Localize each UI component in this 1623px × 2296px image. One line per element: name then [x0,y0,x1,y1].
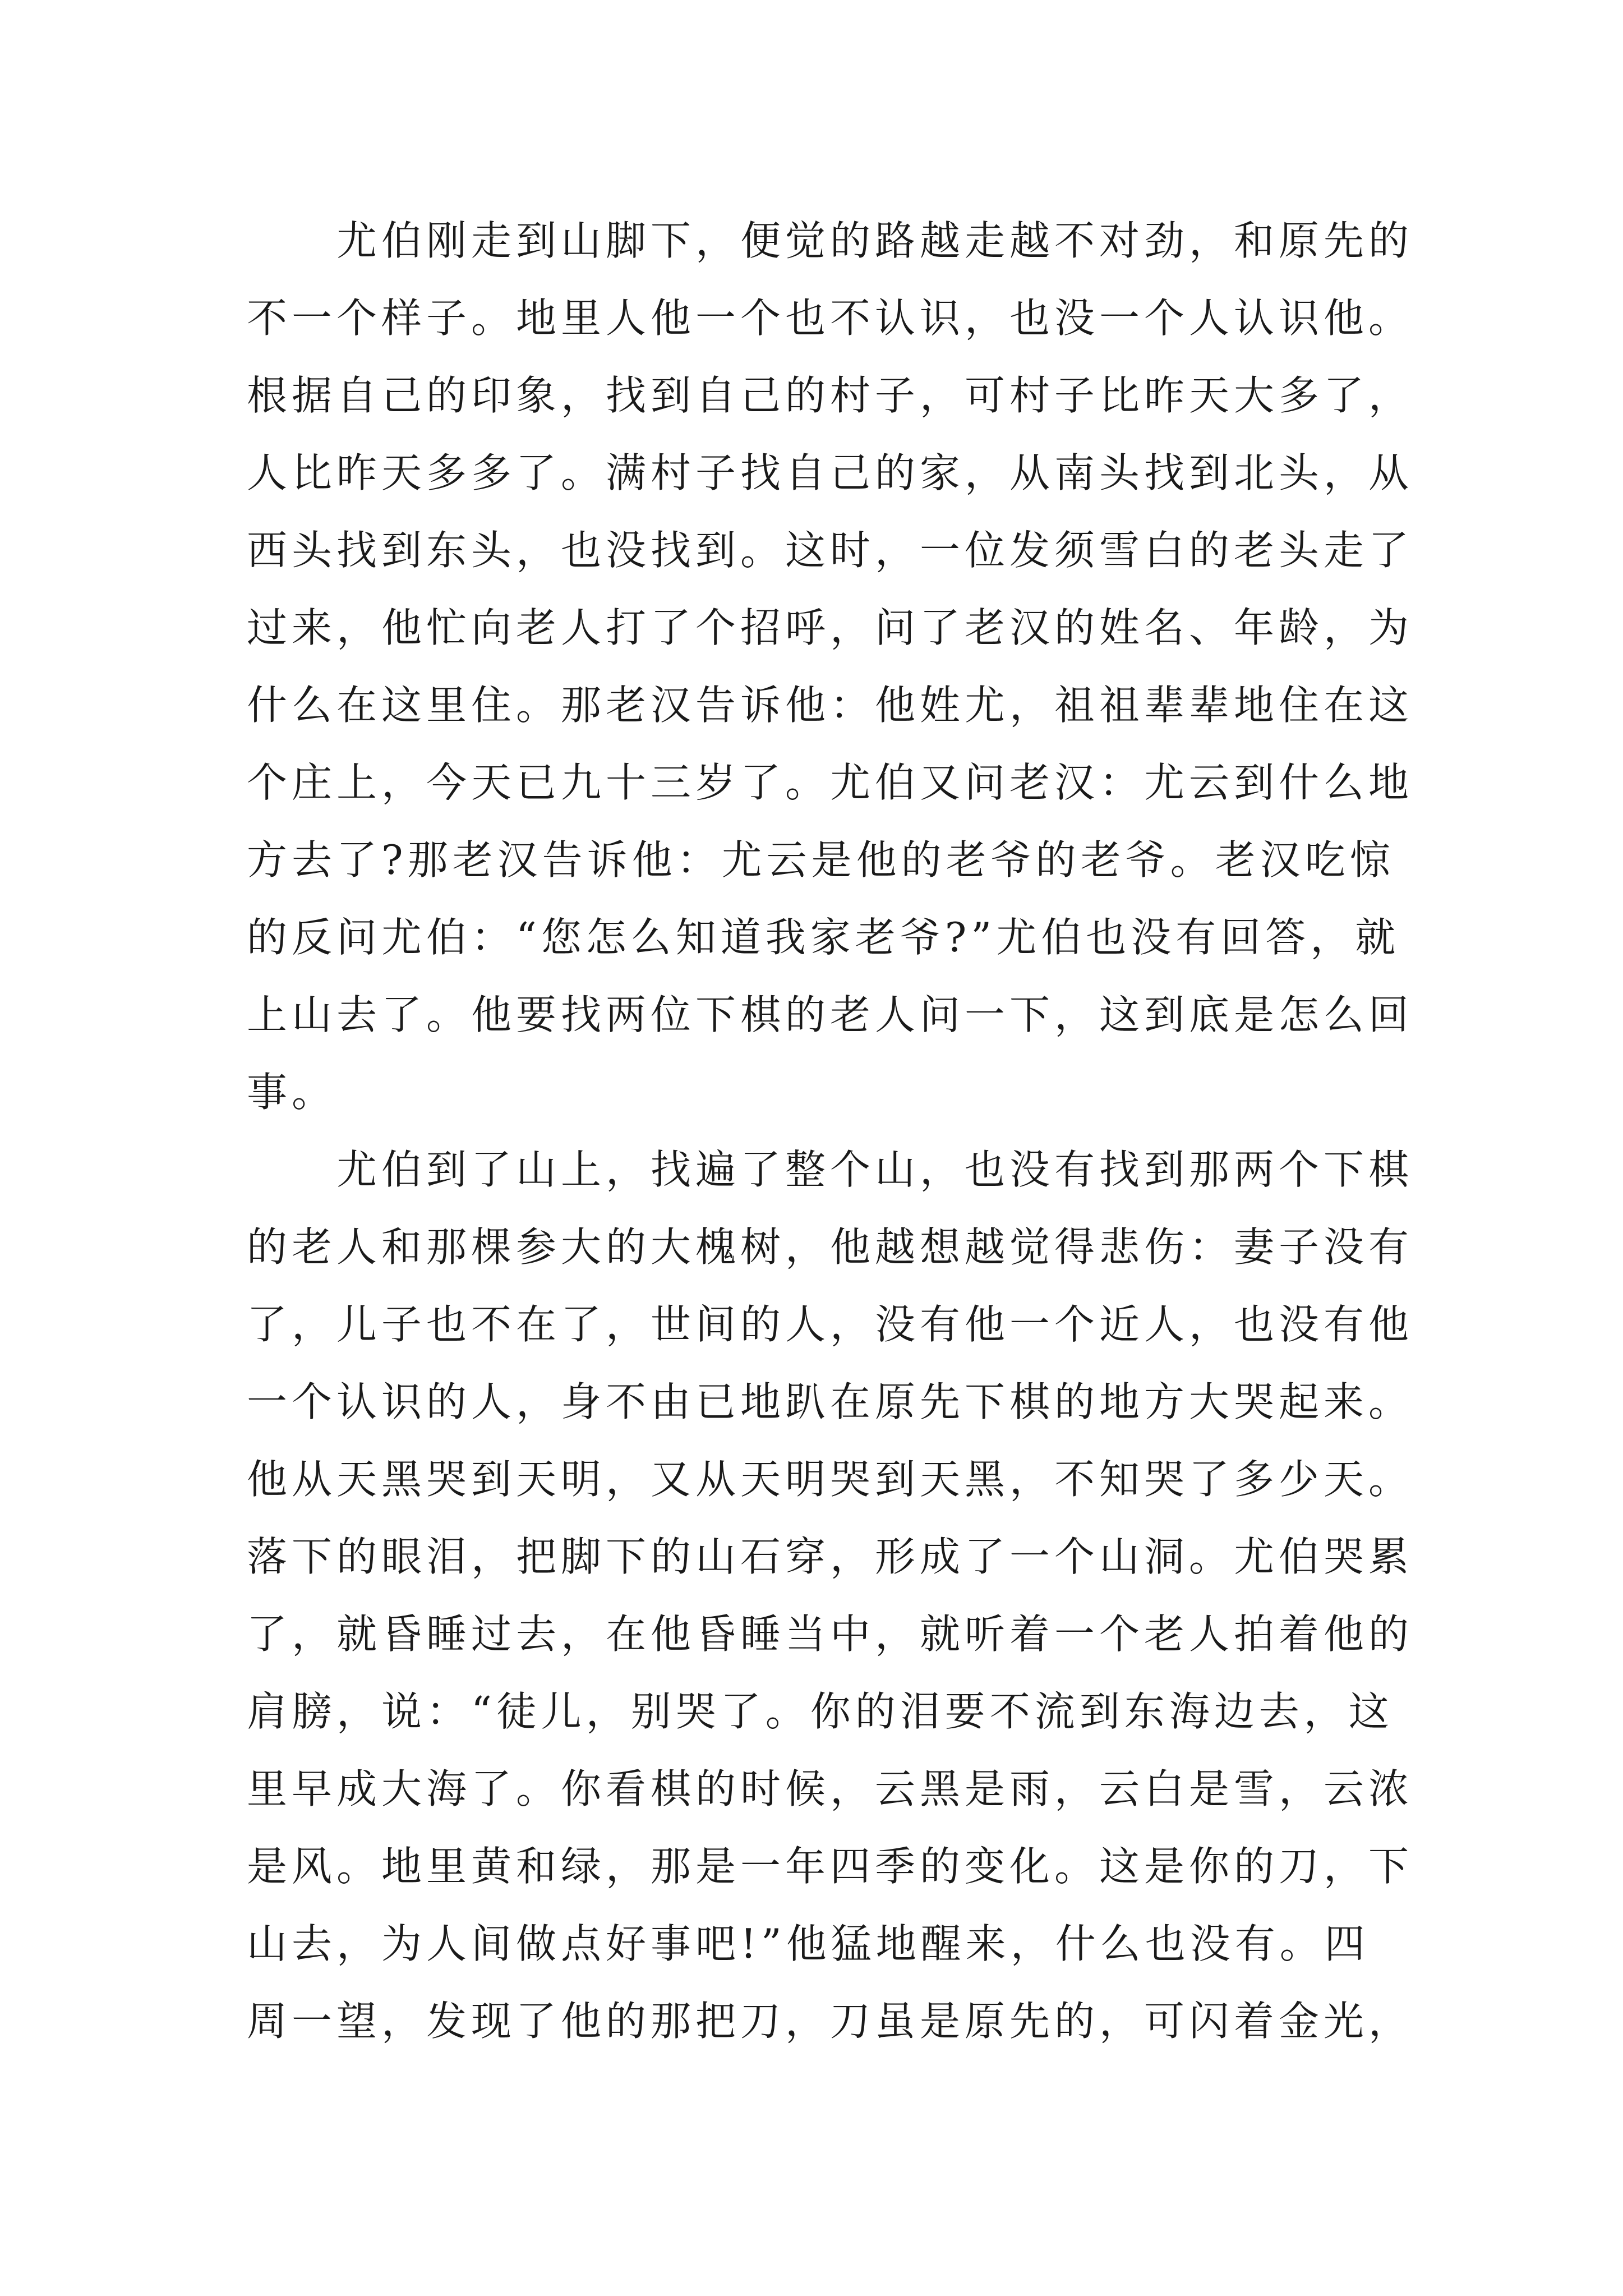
text-line: 什么在这里住。那老汉告诉他：他姓尤，祖祖辈辈地住在这 [247,682,1414,729]
text-line: 里早成大海了。你看棋的时候，云黑是雨，云白是雪，云浓 [247,1765,1414,1812]
text-line: 人比昨天多多了。满村子找自己的家，从南头找到北头，从 [247,449,1414,496]
text-line: 西头找到东头，也没找到。这时，一位发须雪白的老头走了 [247,527,1414,574]
text-line: 一个认识的人，身不由已地趴在原先下棋的地方大哭起来。 [247,1378,1414,1425]
text-line: 方去了?那老汉告诉他：尤云是他的老爷的老爷。老汉吃惊 [247,836,1395,884]
text-line: 的老人和那棵参大的大槐树，他越想越觉得悲伤：妻子没有 [247,1223,1414,1271]
text-line: 山去，为人间做点好事吧!”他猛地醒来，什么也没有。四 [247,1920,1370,1967]
text-line: 上山去了。他要找两位下棋的老人问一下，这到底是怎么回 [247,991,1414,1038]
text-line: 是风。地里黄和绿，那是一年四季的变化。这是你的刀，下 [247,1843,1414,1890]
text-line: 不一个样子。地里人他一个也不认识，也没一个人认识他。 [247,295,1414,342]
text-line: 的反问尤伯：“您怎么知道我家老爷?”尤伯也没有回答，就 [247,914,1400,961]
text-line: 尤伯刚走到山脚下，便觉的路越走越不对劲，和原先的 [336,217,1414,264]
text-line: 周一望，发现了他的那把刀，刀虽是原先的，可闪着金光， [247,1998,1414,2045]
text-line: 根据自己的印象，找到自己的村子，可村子比昨天大多了， [247,372,1414,419]
text-line: 个庄上，今天已九十三岁了。尤伯又问老汉：尤云到什么地 [247,759,1414,806]
paragraph-1 [247,202,1414,1131]
text-line: 肩膀，说：“徒儿，别哭了。你的泪要不流到东海边去，这 [247,1688,1394,1735]
text-line: 他从天黑哭到天明，又从天明哭到天黑，不知哭了多少天。 [247,1456,1414,1503]
text-line: 尤伯到了山上，找遍了整个山，也没有找到那两个下棋 [336,1146,1414,1193]
text-line: 了，就昏睡过去，在他昏睡当中，就听着一个老人拍着他的 [247,1611,1414,1658]
text-line: 事。 [247,1069,337,1116]
body-text [247,202,1414,2060]
text-line: 了，儿子也不在了，世间的人，没有他一个近人，也没有他 [247,1301,1414,1348]
paragraph-2 [247,1131,1414,2060]
text-line: 落下的眼泪，把脚下的山石穿，形成了一个山洞。尤伯哭累 [247,1533,1414,1580]
text-line: 过来，他忙向老人打了个招呼，问了老汉的姓名、年龄，为 [247,604,1414,651]
